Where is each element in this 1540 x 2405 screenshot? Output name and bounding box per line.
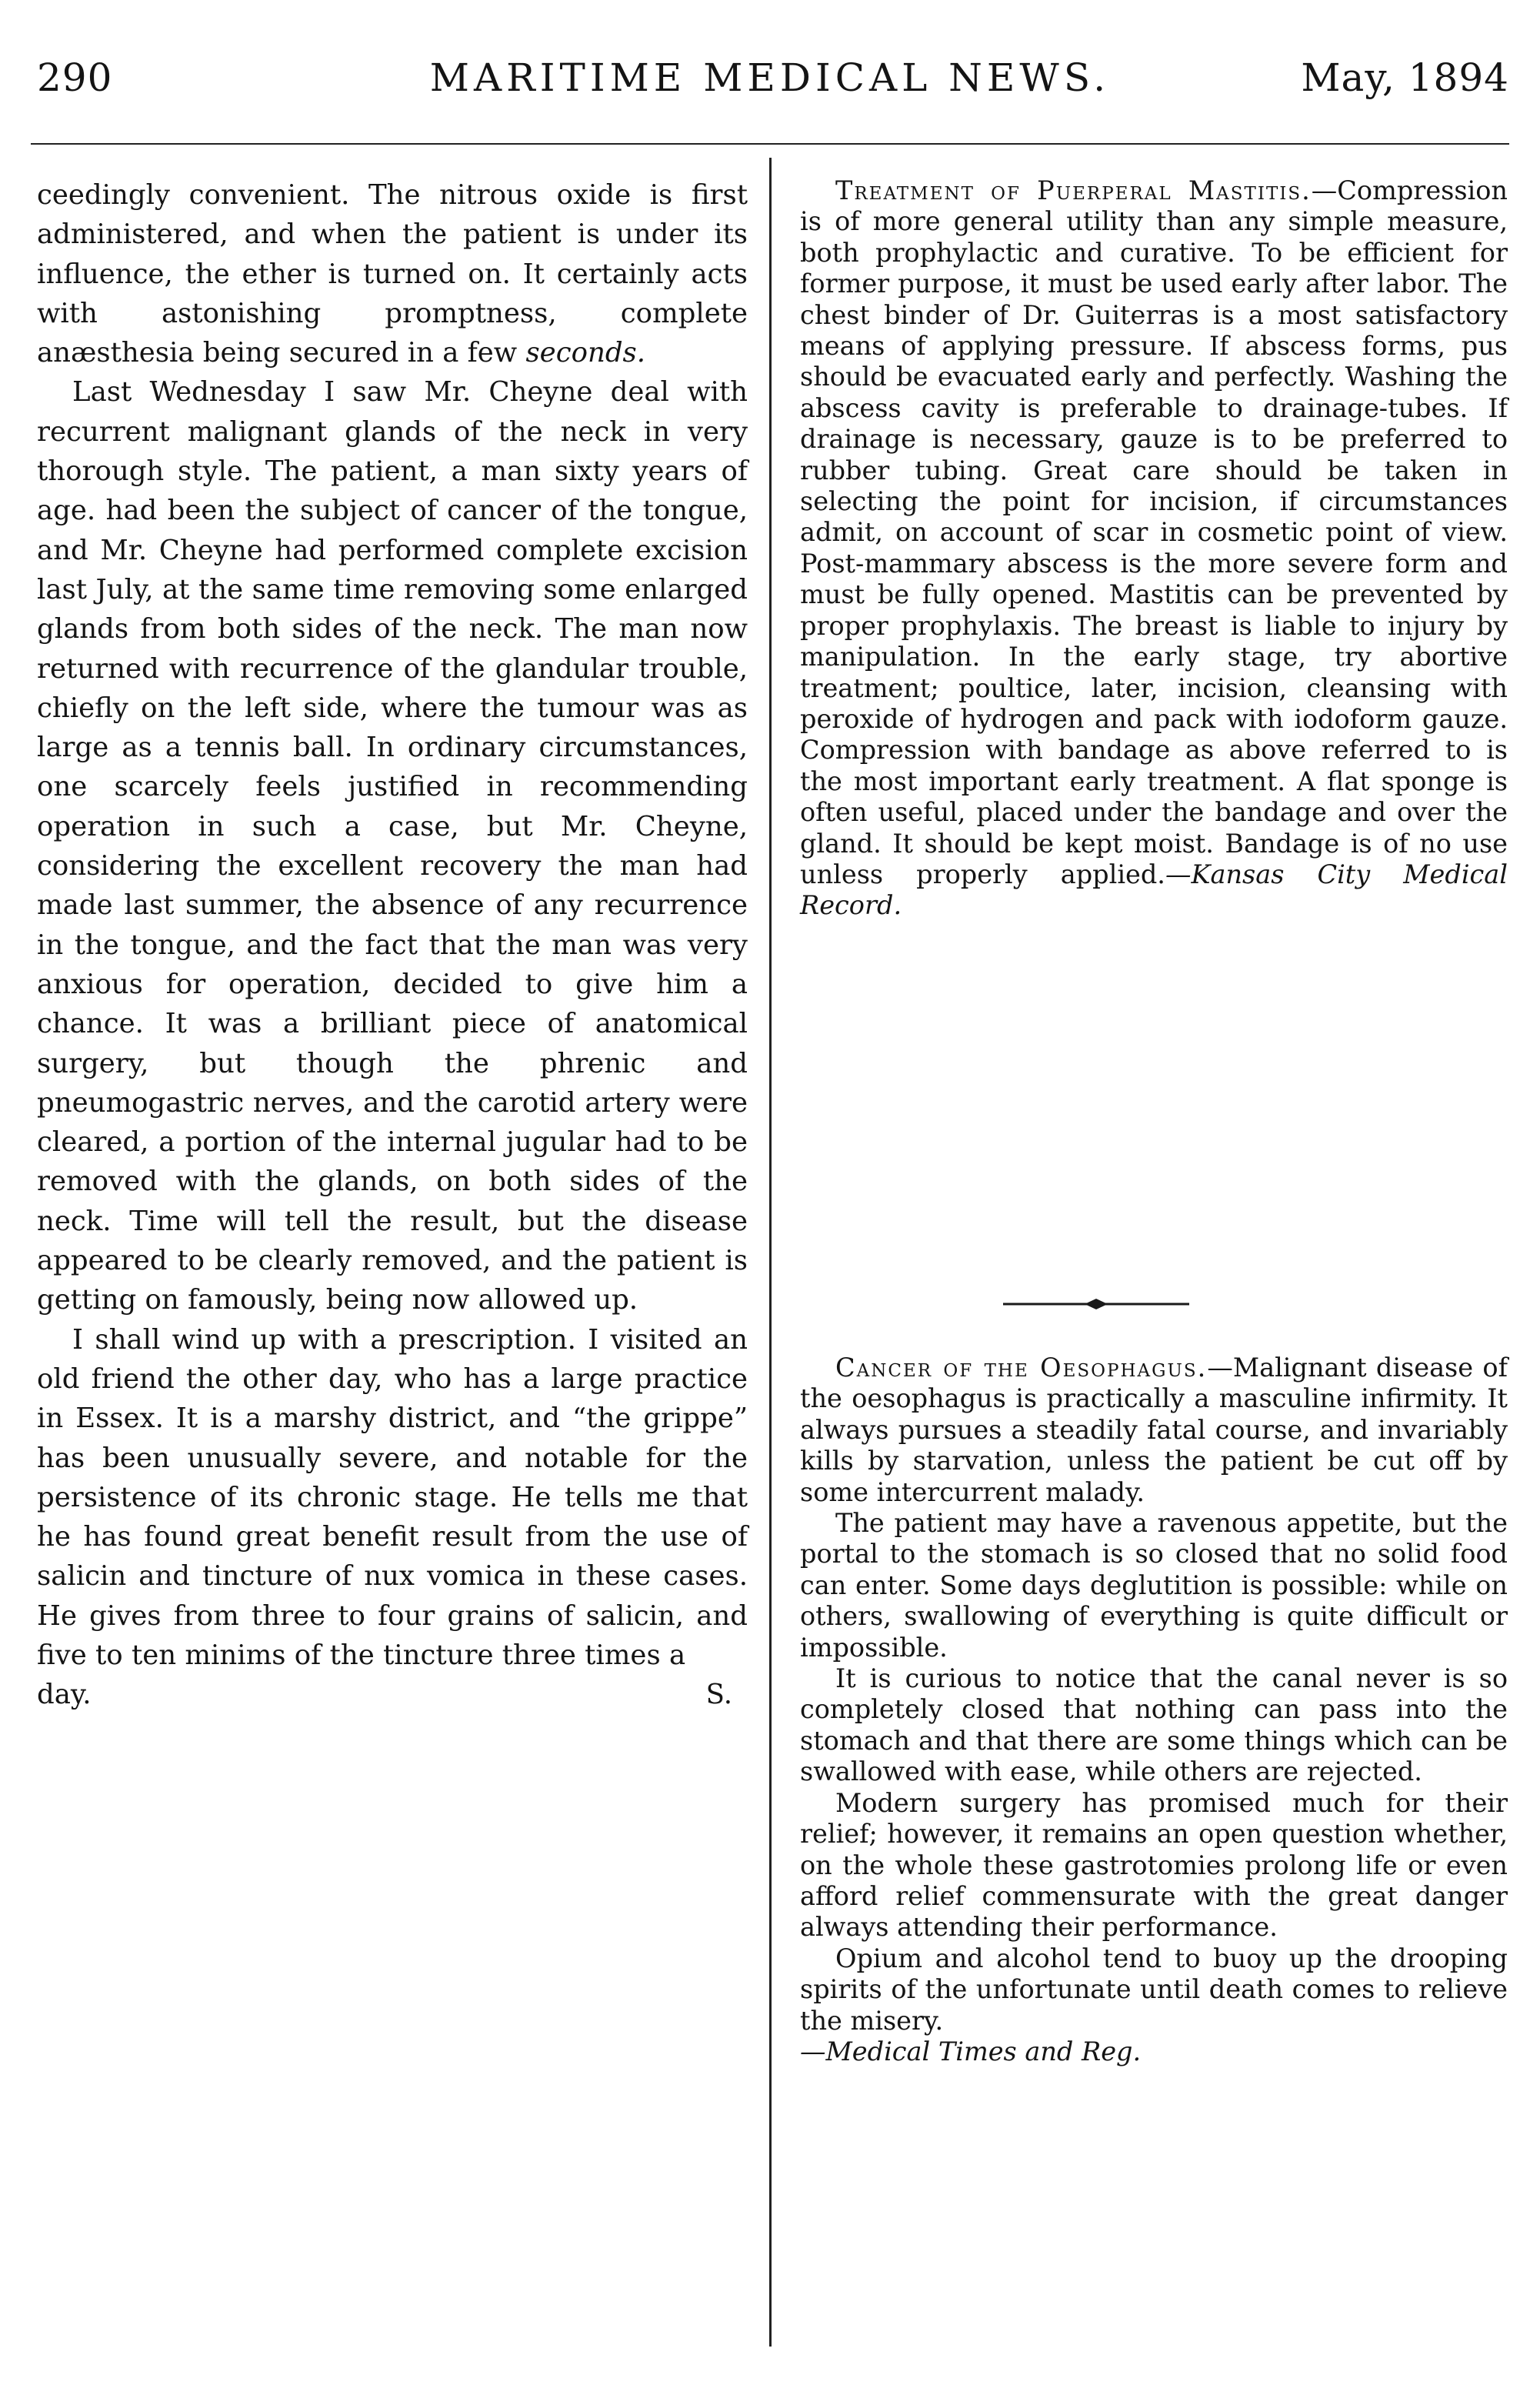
issue-date: May, 1894 bbox=[1301, 55, 1509, 100]
mastitis-source: —Kansas City Medical Record. bbox=[800, 859, 1508, 921]
section-divider-ornament bbox=[1000, 1295, 1192, 1313]
author-signature: S. bbox=[705, 1679, 732, 1711]
journal-title: MARITIME MEDICAL NEWS. bbox=[429, 55, 1111, 100]
oesophagus-source: —Medical Times and Reg. bbox=[800, 2036, 1142, 2066]
paragraph-cheyne-operation: Last Wednesday I saw Mr. Cheyne deal with recurrent malignant glands of the neck in very thorough style. The patient, a man sixty years of age. had been the subject of cancer of the tongue, and Mr. Cheyne had performed complete excision last July, at the same time removing some enlarged glands from both sides of the neck. The man now returned with recurrence of the glandular trouble, chiefly on the left side, where the tumour was as large as a tennis ball. In ordinary circumstances, one scarcely feels justified in recommending operation in such a case, but Mr. Cheyne, considering the excellent recovery the man had made last summer, the absence of any recurrence in the tongue, and the fact that the man was very anxious for operation, decided to give him a chance. It was a brilliant piece of anatomical surgery, but though the phrenic and pneumogastric nerves, and the carotid artery were cleared, a portion of the internal jugular had to be removed with the glands, on both sides of the neck. Time will tell the result, but the disease appeared to be clearly removed, and the patient is getting on famously, being now allowed up. bbox=[37, 376, 748, 1316]
oesophagus-p5: Opium and alcohol tend to buoy up the drooping spirits of the unfortunate until death comes to relieve the misery. bbox=[800, 1943, 1508, 2036]
oesophagus-source-line bbox=[800, 2036, 1508, 2067]
paragraph-prescription: I shall wind up with a prescription. I visited an old friend the other day, who has a large practice in Essex. It is a marshy district, and “the grippe” has been unusually severe, and notable for the persistence of its chronic stage. He tells me that he has found great benefit result from the use of salicin and tincture of nux vomica in these cases. He gives from three to four grains of salicin, and five to ten minims of the tincture three times a bbox=[37, 1323, 748, 1671]
closing-line bbox=[37, 1675, 748, 1714]
mastitis-body bbox=[800, 175, 1508, 922]
running-header bbox=[31, 55, 1509, 117]
article-oesophagus bbox=[800, 1353, 1508, 2067]
emphasis-seconds: seconds. bbox=[525, 337, 646, 369]
oesophagus-p1-text: —Malignant disease of the oesophagus is practically a masculine infirmity. It always pursues a steadily fatal course, and invariably kills by starvation, unless the patient be cut off by some intercurrent malady. bbox=[800, 1353, 1508, 1507]
paragraph-prescription-end: day. bbox=[37, 1679, 92, 1711]
left-column bbox=[37, 175, 748, 1715]
page-number: 290 bbox=[37, 55, 113, 100]
ornament-rule-icon bbox=[1000, 1295, 1192, 1313]
oesophagus-p2: The patient may have a ravenous appetite, but the portal to the stomach is so closed that no solid food can enter. Some days deglutition is possible: while on others, swallowing of everything is quite difficult or impossible. bbox=[800, 1508, 1508, 1663]
oesophagus-heading: Cancer of the Oesophagus. bbox=[835, 1353, 1208, 1383]
mastitis-heading: Treatment of Puerperal Mastitis. bbox=[835, 175, 1312, 205]
article-mastitis bbox=[800, 175, 1508, 922]
oesophagus-p3: It is curious to notice that the canal never is so completely closed that nothing can pass into the stomach and that there are some things which can be swallowed with ease, while others are rejected. bbox=[800, 1663, 1508, 1787]
mastitis-text: —Compression is of more general utility than any simple measure, both prophylactic and curative. To be efficient for former purpose, it must be used early after labor. The chest binder of Dr. Guiterras is a most satisfactory means of applying pressure. If abscess forms, pus should be evacuated early and perfectly. Washing the abscess cavity is preferable to drainage-tubes. If drainage is necessary, gauze is to be preferred to rubber tubing. Great care should be taken in selecting the point for incision, if circumstances admit, on account of scar in cosmetic point of view. Post-mammary abscess is the more severe form and must be fully opened. Mastitis can be prevented by proper prophylaxis. The breast is liable to injury by manipulation. In the early stage, try abortive treatment; poultice, later, incision, cleansing with peroxide of hydrogen and pack with iodoform gauze. Compression with bandage as above referred to is the most important early treatment. A flat sponge is often useful, placed under the bandage and over the gland. It should be kept moist. Bandage is of no use unless properly applied. bbox=[800, 175, 1508, 889]
column-divider bbox=[769, 158, 772, 2347]
paragraph-anaesthesia-text: ceedingly convenient. The nitrous oxide is first administered, and when the patient is under its influence, the ether is turned on. It certainly acts with astonishing promptness, complete anæsthesia being secured in a few bbox=[37, 179, 748, 369]
header-rule bbox=[31, 143, 1509, 145]
oesophagus-p4: Modern surgery has promised much for their relief; however, it remains an open question whether, on the whole these gastrotomies prolong life or even afford relief commensurate with the great danger always attending their performance. bbox=[800, 1787, 1508, 1943]
paragraph-anaesthesia bbox=[37, 175, 748, 372]
oesophagus-p1 bbox=[800, 1353, 1508, 1508]
